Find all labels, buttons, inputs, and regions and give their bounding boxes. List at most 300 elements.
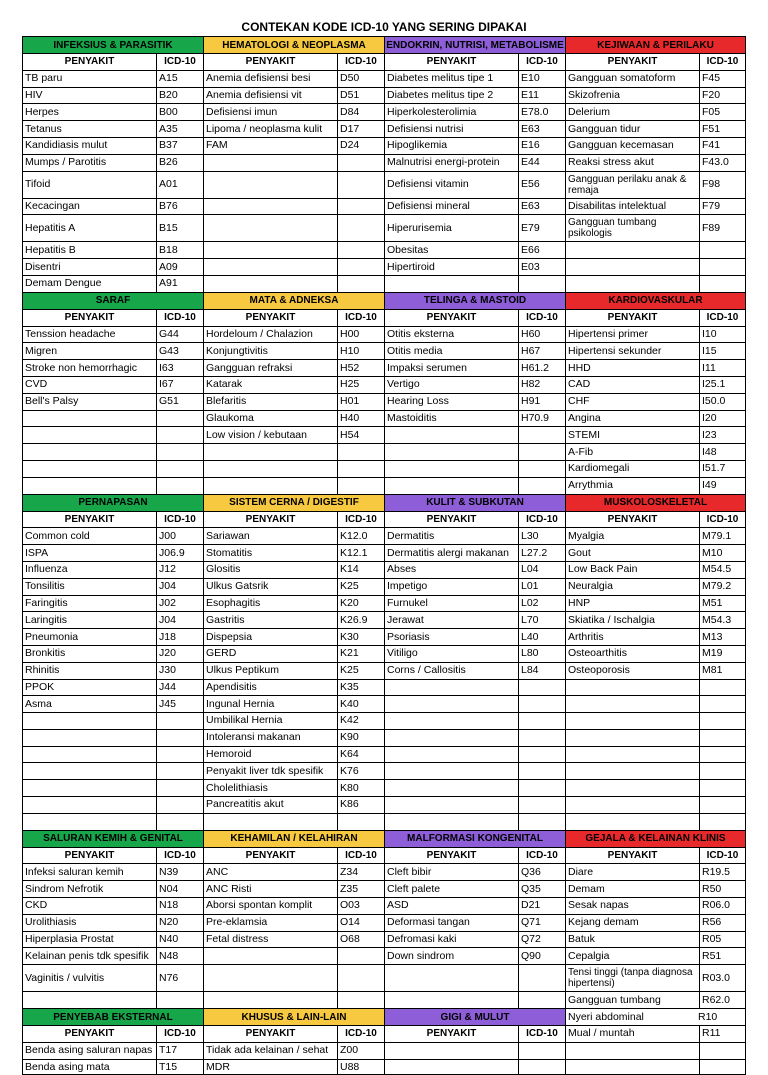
icd-code: F45	[699, 70, 746, 87]
icd-code: I49	[699, 477, 746, 494]
icd-code: K12.1	[337, 544, 384, 561]
disease-name: Impaksi serumen	[384, 359, 518, 376]
disease-name: Anemia defisiensi besi	[203, 70, 337, 87]
category-header: PENYEBAB EKSTERNAL	[22, 1008, 203, 1025]
column-header-name: PENYAKIT	[203, 511, 337, 528]
icd-code	[156, 813, 203, 830]
category-header: TELINGA & MASTOID	[384, 292, 565, 309]
column-header-code: ICD-10	[699, 847, 746, 864]
column-header-code: ICD-10	[337, 847, 384, 864]
disease-name	[22, 746, 156, 763]
disease-name: Osteoporosis	[565, 662, 699, 679]
icd-code	[518, 991, 565, 1008]
disease-name	[22, 779, 156, 796]
icd-code: R19.5	[699, 863, 746, 880]
disease-name: Hemoroid	[203, 746, 337, 763]
icd-code: M79.2	[699, 578, 746, 595]
disease-name	[565, 258, 699, 275]
icd-code: Z35	[337, 880, 384, 897]
icd-code	[337, 991, 384, 1008]
icd-code: J12	[156, 561, 203, 578]
icd-code: H10	[337, 342, 384, 359]
column-header-name: PENYAKIT	[203, 53, 337, 70]
icd-code: K80	[337, 779, 384, 796]
icd-code: K76	[337, 762, 384, 779]
column-header-name: PENYAKIT	[22, 511, 156, 528]
icd-code: B37	[156, 137, 203, 154]
disease-name: TB paru	[22, 70, 156, 87]
disease-name: Deformasi tangan	[384, 914, 518, 931]
icd-code: G51	[156, 393, 203, 410]
disease-name: Jerawat	[384, 611, 518, 628]
icd-code: L84	[518, 662, 565, 679]
disease-name: Intoleransi makanan	[203, 729, 337, 746]
disease-name	[203, 947, 337, 964]
icd-code	[337, 258, 384, 275]
disease-name: Low vision / kebutaan	[203, 426, 337, 443]
icd-code	[156, 779, 203, 796]
icd-code: F51	[699, 120, 746, 137]
icd-code: E56	[518, 171, 565, 198]
disease-name: Diabetes melitus tipe 1	[384, 70, 518, 87]
icd-code	[337, 241, 384, 258]
icd-code: K21	[337, 645, 384, 662]
disease-name: Fetal distress	[203, 931, 337, 948]
disease-name: Aborsi spontan komplit	[203, 897, 337, 914]
disease-name	[565, 1059, 699, 1075]
icd-code: O03	[337, 897, 384, 914]
icd-code: B18	[156, 241, 203, 258]
icd-code: U88	[337, 1059, 384, 1075]
disease-name: Vitiligo	[384, 645, 518, 662]
column-header-code: ICD-10	[518, 1025, 565, 1042]
icd-code	[518, 1042, 565, 1059]
icd-code	[337, 214, 384, 241]
disease-name	[384, 746, 518, 763]
icd-code	[156, 729, 203, 746]
disease-name: Disabilitas intelektual	[565, 198, 699, 215]
icd-code	[518, 443, 565, 460]
column-header-name: PENYAKIT	[22, 53, 156, 70]
disease-name	[22, 443, 156, 460]
disease-name: Hiperkolesterolimia	[384, 103, 518, 120]
icd-code: I11	[699, 359, 746, 376]
disease-name	[203, 477, 337, 494]
icd-code	[156, 746, 203, 763]
icd-code: K30	[337, 628, 384, 645]
column-header-name: PENYAKIT	[22, 309, 156, 326]
disease-name	[384, 275, 518, 292]
column-header-code: ICD-10	[156, 309, 203, 326]
icd-code: G43	[156, 342, 203, 359]
icd-code	[518, 964, 565, 991]
icd-code: B76	[156, 198, 203, 215]
column-header-code: ICD-10	[699, 309, 746, 326]
icd-code	[699, 679, 746, 696]
icd-code: E03	[518, 258, 565, 275]
disease-name: Urolithiasis	[22, 914, 156, 931]
column-header-name: PENYAKIT	[203, 1025, 337, 1042]
column-header-name: PENYAKIT	[384, 511, 518, 528]
icd-code	[518, 460, 565, 477]
disease-name: Blefaritis	[203, 393, 337, 410]
disease-name: Pre-eklamsia	[203, 914, 337, 931]
disease-name: Cholelithiasis	[203, 779, 337, 796]
disease-name: Influenza	[22, 561, 156, 578]
column-header-name: PENYAKIT	[565, 847, 699, 864]
icd-code: O14	[337, 914, 384, 931]
disease-name: Dermatitis	[384, 527, 518, 544]
icd-code: J00	[156, 527, 203, 544]
icd-code: K26.9	[337, 611, 384, 628]
icd-code: K86	[337, 796, 384, 813]
icd-code: K12.0	[337, 527, 384, 544]
disease-name	[384, 1059, 518, 1075]
icd-code	[518, 712, 565, 729]
disease-name: Cepalgia	[565, 947, 699, 964]
disease-name: Defisiensi mineral	[384, 198, 518, 215]
icd-code: R06.0	[699, 897, 746, 914]
disease-name	[565, 712, 699, 729]
disease-name: Benda asing mata	[22, 1059, 156, 1075]
icd-code	[337, 443, 384, 460]
column-header-name: PENYAKIT	[384, 1025, 518, 1042]
icd-code: T15	[156, 1059, 203, 1075]
disease-name	[203, 214, 337, 241]
icd-code	[699, 779, 746, 796]
icd-code: H60	[518, 326, 565, 343]
icd-code	[518, 695, 565, 712]
disease-name	[22, 813, 156, 830]
icd-code	[156, 712, 203, 729]
disease-name: Anemia defisiensi vit	[203, 87, 337, 104]
disease-name: A-Fib	[565, 443, 699, 460]
disease-name: ANC	[203, 863, 337, 880]
category-header: KULIT & SUBKUTAN	[384, 494, 565, 511]
column-header-name: PENYAKIT	[565, 53, 699, 70]
disease-name: Nyeri abdominal	[568, 1010, 644, 1023]
icd-code: Q90	[518, 947, 565, 964]
column-header-name: PENYAKIT	[565, 511, 699, 528]
disease-name: Tonsilitis	[22, 578, 156, 595]
icd-code: E78.0	[518, 103, 565, 120]
icd-code	[699, 813, 746, 830]
column-header-code: ICD-10	[156, 53, 203, 70]
disease-name: HIV	[22, 87, 156, 104]
disease-name	[384, 729, 518, 746]
disease-name: Asma	[22, 695, 156, 712]
disease-name: Kardiomegali	[565, 460, 699, 477]
disease-name: Tidak ada kelainan / sehat	[203, 1042, 337, 1059]
disease-name: Diare	[565, 863, 699, 880]
disease-name	[203, 171, 337, 198]
category-header: HEMATOLOGI & NEOPLASMA	[203, 36, 384, 53]
icd-code: B00	[156, 103, 203, 120]
icd-code: L01	[518, 578, 565, 595]
icd-code: R51	[699, 947, 746, 964]
disease-name: Kejang demam	[565, 914, 699, 931]
disease-name: Esophagitis	[203, 595, 337, 612]
disease-name	[22, 796, 156, 813]
category-header: MUSKOLOSKELETAL	[565, 494, 746, 511]
disease-name: Kandidiasis mulut	[22, 137, 156, 154]
disease-name: Kelainan penis tdk spesifik	[22, 947, 156, 964]
icd-code: Z00	[337, 1042, 384, 1059]
column-header-code: ICD-10	[337, 53, 384, 70]
column-header-code: ICD-10	[518, 53, 565, 70]
icd-code: E10	[518, 70, 565, 87]
disease-name	[384, 964, 518, 991]
disease-name: Myalgia	[565, 527, 699, 544]
icd-code: J06.9	[156, 544, 203, 561]
icd-code: K40	[337, 695, 384, 712]
disease-name: Corns / Callositis	[384, 662, 518, 679]
icd-code: E11	[518, 87, 565, 104]
disease-name: Dermatitis alergi makanan	[384, 544, 518, 561]
disease-name	[384, 679, 518, 696]
disease-name	[22, 410, 156, 427]
icd-code: M81	[699, 662, 746, 679]
icd-code: J04	[156, 611, 203, 628]
disease-name: Apendisitis	[203, 679, 337, 696]
icd-code: M79.1	[699, 527, 746, 544]
disease-name: Ingunal Hernia	[203, 695, 337, 712]
column-header-code: ICD-10	[518, 847, 565, 864]
disease-name: Gangguan kecemasan	[565, 137, 699, 154]
disease-name: Cleft bibir	[384, 863, 518, 880]
icd-code: R62.0	[699, 991, 746, 1008]
category-band	[22, 830, 746, 1008]
icd-code	[156, 460, 203, 477]
column-header-name: PENYAKIT	[384, 53, 518, 70]
icd-code: M19	[699, 645, 746, 662]
icd-code: L40	[518, 628, 565, 645]
column-header-code: ICD-10	[156, 1025, 203, 1042]
category-band	[22, 494, 746, 830]
disease-name: PPOK	[22, 679, 156, 696]
icd-code: E79	[518, 214, 565, 241]
icd-code: Z34	[337, 863, 384, 880]
disease-name: Hipertensi sekunder	[565, 342, 699, 359]
icd-code: O68	[337, 931, 384, 948]
icd-code: I23	[699, 426, 746, 443]
icd-code: A09	[156, 258, 203, 275]
icd-code	[518, 796, 565, 813]
icd-code	[337, 198, 384, 215]
disease-name: ANC Risti	[203, 880, 337, 897]
disease-name: STEMI	[565, 426, 699, 443]
disease-name	[565, 762, 699, 779]
icd-code: Q72	[518, 931, 565, 948]
category-header: ENDOKRIN, NUTRISI, METABOLISME	[384, 36, 565, 53]
icd-code: K14	[337, 561, 384, 578]
icd-code: J30	[156, 662, 203, 679]
icd-code: L04	[518, 561, 565, 578]
icd-code	[518, 746, 565, 763]
column-header-name: PENYAKIT	[22, 1025, 156, 1042]
icd-code	[699, 796, 746, 813]
disease-name: FAM	[203, 137, 337, 154]
column-header-code: ICD-10	[156, 511, 203, 528]
disease-name: Tetanus	[22, 120, 156, 137]
disease-name	[384, 796, 518, 813]
icd-code	[337, 947, 384, 964]
column-header-name: PENYAKIT	[203, 847, 337, 864]
disease-name: Angina	[565, 410, 699, 427]
disease-name: Glaukoma	[203, 410, 337, 427]
icd-code: R50	[699, 880, 746, 897]
disease-name: Gangguan refraksi	[203, 359, 337, 376]
icd-code: N18	[156, 897, 203, 914]
disease-name: CAD	[565, 376, 699, 393]
icd-code: K42	[337, 712, 384, 729]
disease-name	[384, 443, 518, 460]
disease-name: Sariawan	[203, 527, 337, 544]
column-header-name: PENYAKIT	[203, 309, 337, 326]
icd-code	[156, 410, 203, 427]
disease-name: Vaginitis / vulvitis	[22, 964, 156, 991]
category-header: SARAF	[22, 292, 203, 309]
column-header-code: ICD-10	[518, 309, 565, 326]
disease-name	[22, 712, 156, 729]
disease-name: Bronkitis	[22, 645, 156, 662]
icd-code	[518, 1059, 565, 1075]
disease-name: ISPA	[22, 544, 156, 561]
icd-code: J44	[156, 679, 203, 696]
disease-name: Osteoarthitis	[565, 645, 699, 662]
icd-code: I63	[156, 359, 203, 376]
category-header: GIGI & MULUT	[384, 1008, 565, 1025]
icd-code: B15	[156, 214, 203, 241]
disease-name: Furnukel	[384, 595, 518, 612]
icd-code: D51	[337, 87, 384, 104]
disease-name: Sesak napas	[565, 897, 699, 914]
disease-name: CKD	[22, 897, 156, 914]
icd-code	[699, 762, 746, 779]
disease-name	[203, 813, 337, 830]
category-header: KEHAMILAN / KELAHIRAN	[203, 830, 384, 847]
disease-name	[384, 426, 518, 443]
disease-name: Stomatitis	[203, 544, 337, 561]
icd-code	[156, 762, 203, 779]
icd-code: F43.0	[699, 154, 746, 171]
disease-name: Hiperurisemia	[384, 214, 518, 241]
disease-name: Herpes	[22, 103, 156, 120]
category-header: MATA & ADNEKSA	[203, 292, 384, 309]
icd-code: J18	[156, 628, 203, 645]
column-header-code: ICD-10	[518, 511, 565, 528]
icd-code: B26	[156, 154, 203, 171]
disease-name	[203, 991, 337, 1008]
disease-name: Ulkus Peptikum	[203, 662, 337, 679]
disease-name: Gangguan tumbang psikologis	[565, 214, 699, 241]
disease-name	[384, 991, 518, 1008]
icd-code	[699, 1059, 746, 1075]
icd-code: M51	[699, 595, 746, 612]
disease-name: Gastritis	[203, 611, 337, 628]
icd-code: A91	[156, 275, 203, 292]
icd-code: R03.0	[699, 964, 746, 991]
icd-code: K35	[337, 679, 384, 696]
icd-code: A35	[156, 120, 203, 137]
icd-code	[337, 171, 384, 198]
category-header: KARDIOVASKULAR	[565, 292, 746, 309]
disease-name: Mumps / Parotitis	[22, 154, 156, 171]
disease-name: Penyakit liver tdk spesifik	[203, 762, 337, 779]
disease-name: Tensi tinggi (tanpa diagnosa hipertensi)	[565, 964, 699, 991]
disease-name: Hearing Loss	[384, 393, 518, 410]
icd-code	[518, 679, 565, 696]
disease-name: Vertigo	[384, 376, 518, 393]
icd-code: I25.1	[699, 376, 746, 393]
column-header-code: ICD-10	[337, 1025, 384, 1042]
icd-code: A01	[156, 171, 203, 198]
icd-code	[699, 695, 746, 712]
disease-name: Disentri	[22, 258, 156, 275]
disease-name: Common cold	[22, 527, 156, 544]
disease-name: Lipoma / neoplasma kulit	[203, 120, 337, 137]
icd-code: H67	[518, 342, 565, 359]
icd-code	[518, 762, 565, 779]
disease-name: Umbilikal Hernia	[203, 712, 337, 729]
disease-name	[203, 258, 337, 275]
disease-name	[22, 991, 156, 1008]
icd-code: D84	[337, 103, 384, 120]
icd-code: I20	[699, 410, 746, 427]
column-header-code: ICD-10	[337, 309, 384, 326]
icd-code: E63	[518, 198, 565, 215]
category-header: KEJIWAAN & PERILAKU	[565, 36, 746, 53]
disease-name	[565, 746, 699, 763]
icd-code	[518, 779, 565, 796]
disease-name: CHF	[565, 393, 699, 410]
icd-code: J45	[156, 695, 203, 712]
icd-code	[518, 477, 565, 494]
disease-name: HHD	[565, 359, 699, 376]
icd-code: R56	[699, 914, 746, 931]
disease-name: Delerium	[565, 103, 699, 120]
disease-name	[384, 762, 518, 779]
disease-name	[384, 1042, 518, 1059]
icd10-table	[22, 36, 746, 1075]
icd-code: N48	[156, 947, 203, 964]
disease-name	[203, 275, 337, 292]
category-header: KHUSUS & LAIN-LAIN	[203, 1008, 384, 1025]
category-header: SISTEM CERNA / DIGESTIF	[203, 494, 384, 511]
icd-code	[699, 746, 746, 763]
icd-code: I15	[699, 342, 746, 359]
disease-name	[384, 779, 518, 796]
icd-code: L30	[518, 527, 565, 544]
icd-code	[337, 460, 384, 477]
icd-code	[337, 964, 384, 991]
icd-code: G44	[156, 326, 203, 343]
icd-code: M54.5	[699, 561, 746, 578]
icd-code: I48	[699, 443, 746, 460]
disease-name: Defisiensi nutrisi	[384, 120, 518, 137]
icd-code	[699, 275, 746, 292]
disease-name: Skiatika / Ischalgia	[565, 611, 699, 628]
icd-code: F89	[699, 214, 746, 241]
icd-code: N76	[156, 964, 203, 991]
icd-code: H70.9	[518, 410, 565, 427]
disease-name: Defisiensi imun	[203, 103, 337, 120]
icd-code	[156, 443, 203, 460]
disease-name: Hepatitis A	[22, 214, 156, 241]
icd-code: J20	[156, 645, 203, 662]
disease-name: MDR	[203, 1059, 337, 1075]
disease-name: Hipertensi primer	[565, 326, 699, 343]
